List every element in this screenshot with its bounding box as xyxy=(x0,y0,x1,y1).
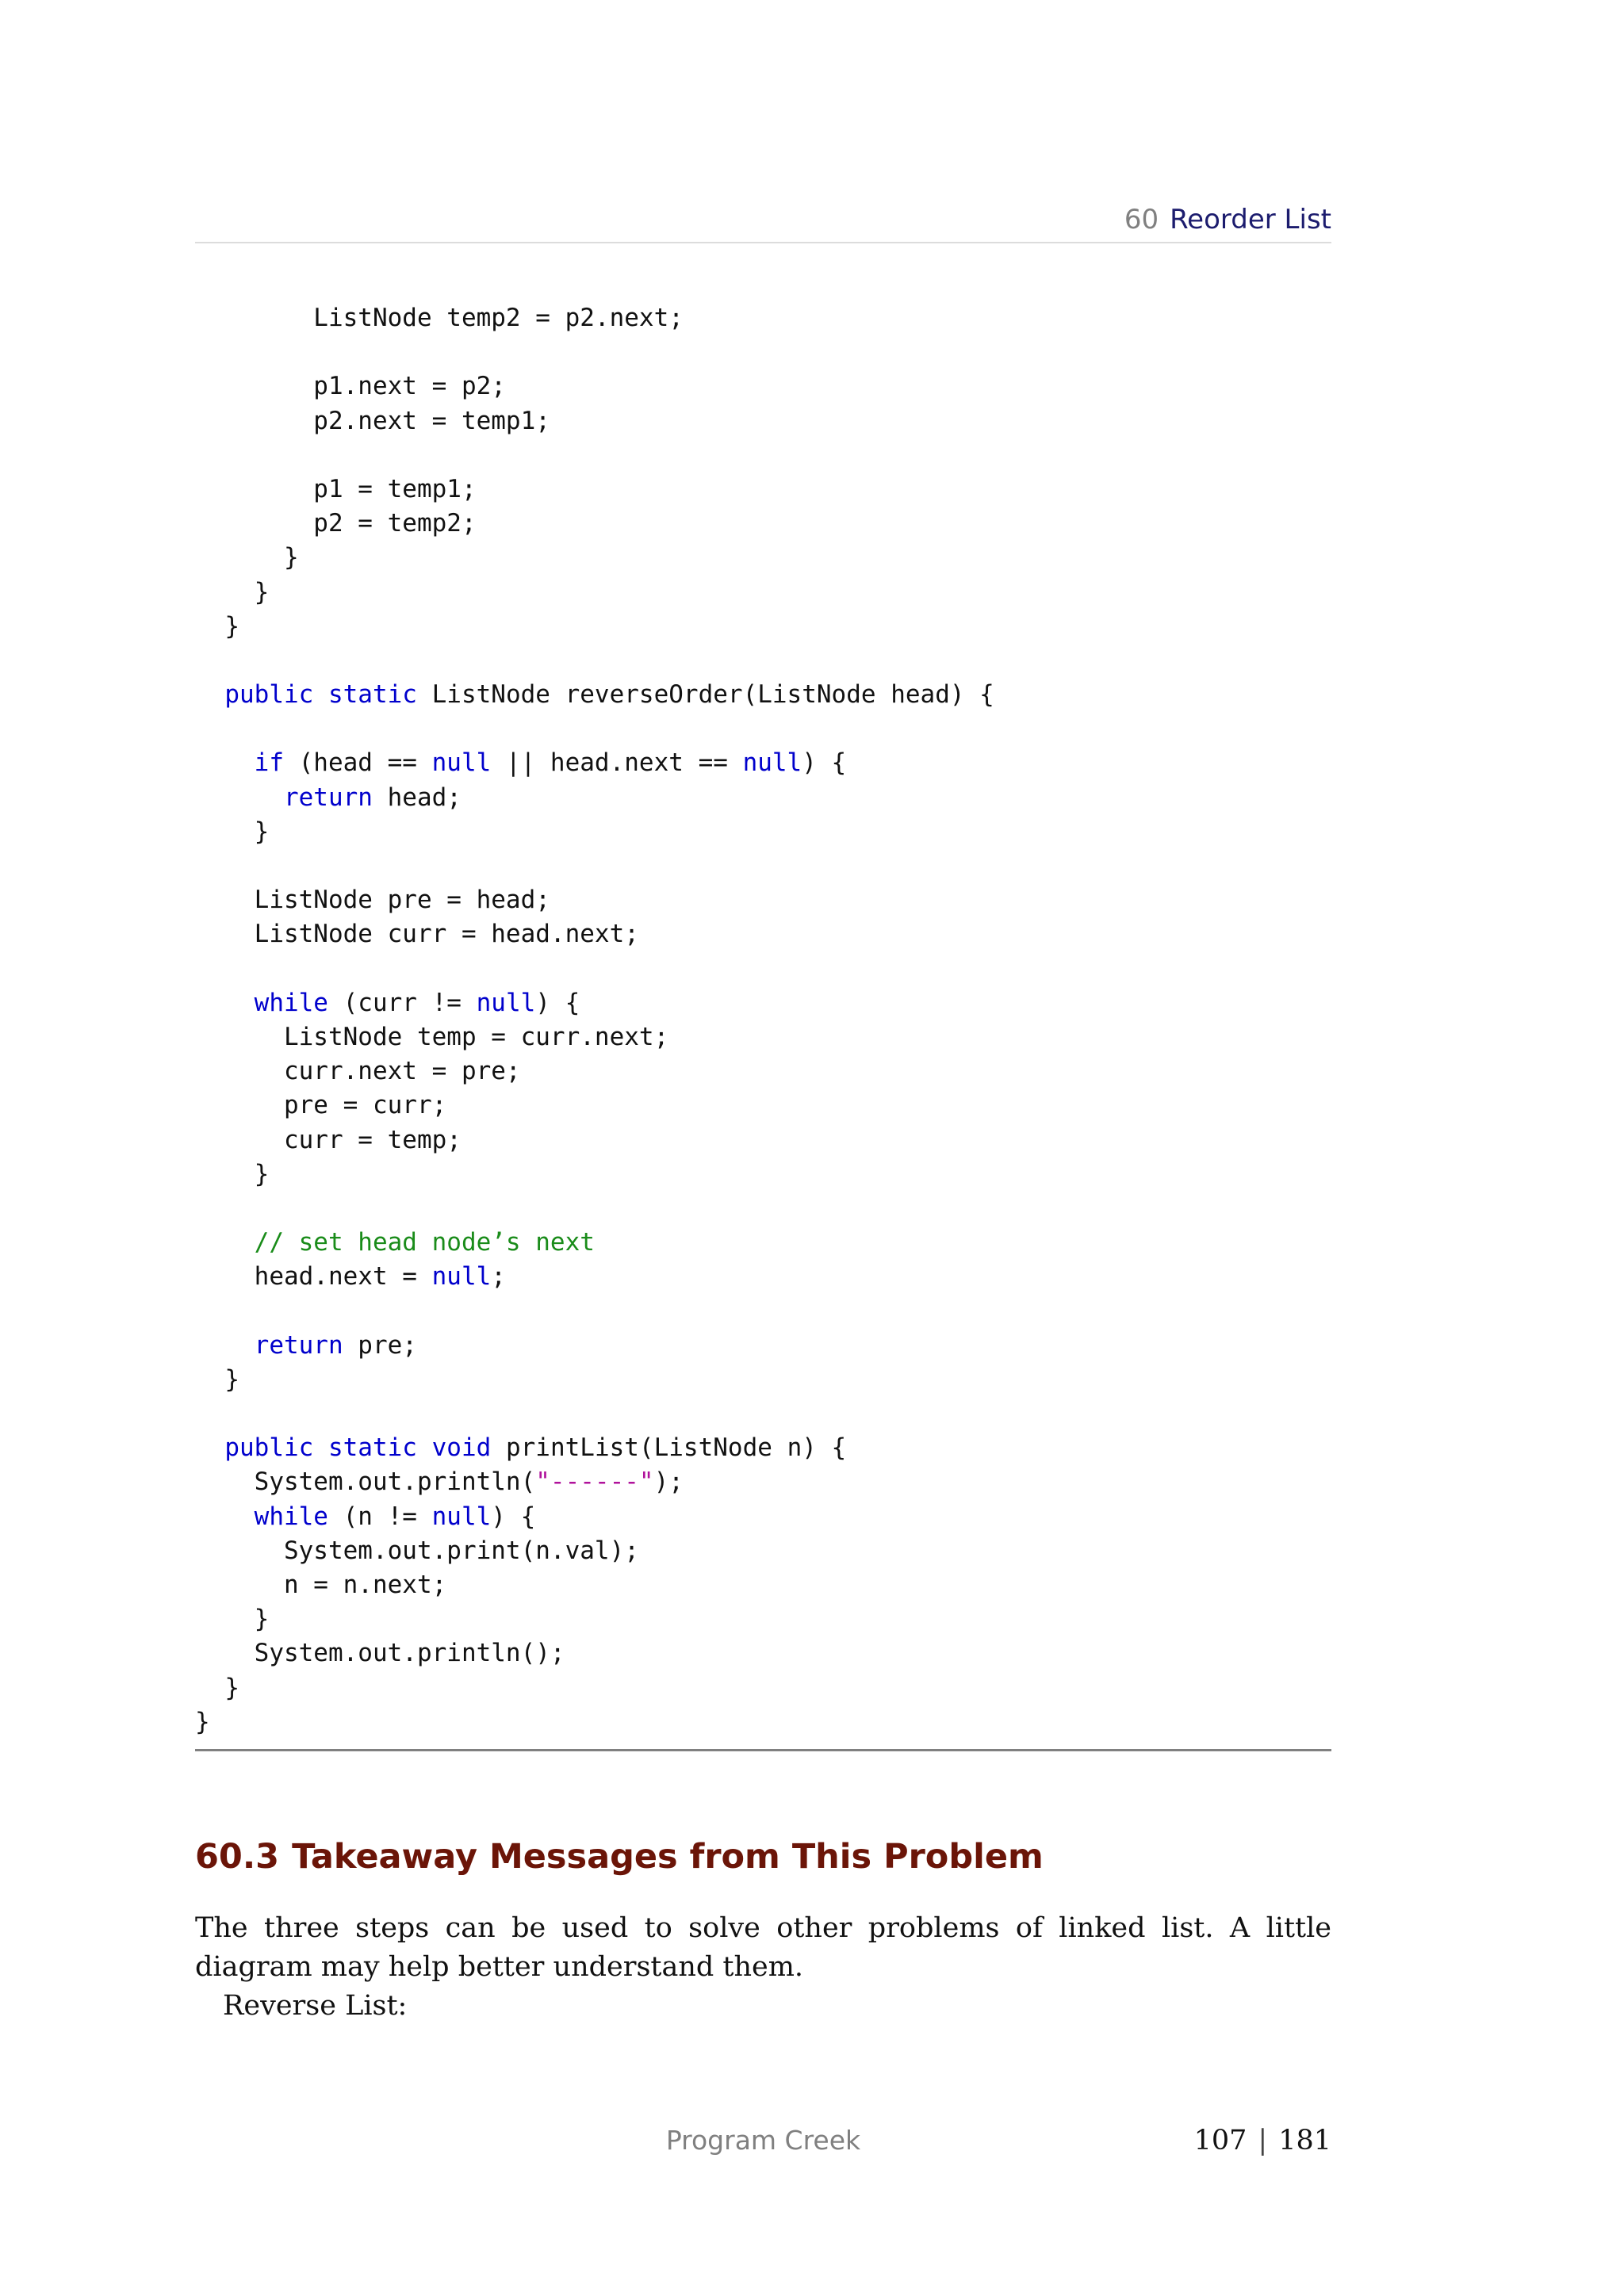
code-line xyxy=(195,1500,1331,1534)
code-line xyxy=(195,678,1331,712)
code-text: ListNode temp2 = p2.next; xyxy=(195,304,684,332)
code-keyword: null xyxy=(742,748,802,778)
code-line xyxy=(195,1534,1331,1568)
code-line xyxy=(195,576,1331,610)
code-line xyxy=(195,1602,1331,1636)
code-text: System.out.println( xyxy=(195,1468,536,1497)
code-text: n = n.next; xyxy=(195,1570,447,1599)
code-text xyxy=(313,680,328,709)
code-line xyxy=(195,404,1331,438)
code-keyword: while xyxy=(254,1502,328,1531)
code-text xyxy=(195,1433,224,1462)
code-text: head; xyxy=(372,783,462,812)
code-text: } xyxy=(195,1159,270,1188)
chapter-number: 60 xyxy=(1124,204,1159,235)
page-current: 107 xyxy=(1193,2125,1247,2156)
code-line xyxy=(195,815,1331,849)
code-line xyxy=(195,1705,1331,1739)
code-line xyxy=(195,473,1331,507)
code-text: curr.next = pre; xyxy=(195,1057,521,1086)
paragraph: The three steps can be used to solve other problems of linked list. A little diagram may help better understand them. xyxy=(195,1912,1331,1983)
code-line xyxy=(195,1123,1331,1158)
footer-publisher: Program Creek xyxy=(665,2125,861,2156)
code-line xyxy=(195,438,1331,473)
code-line xyxy=(195,1568,1331,1602)
code-text: ) { xyxy=(491,1502,536,1531)
code-text: } xyxy=(195,817,270,846)
code-line xyxy=(195,917,1331,951)
code-text: } xyxy=(195,1707,210,1736)
code-text: } xyxy=(195,543,299,572)
code-text xyxy=(417,1433,432,1462)
code-text: } xyxy=(195,1673,239,1702)
code-text: head.next = xyxy=(195,1262,432,1292)
code-text xyxy=(195,1502,255,1531)
code-line xyxy=(195,1671,1331,1705)
code-text xyxy=(195,680,224,709)
code-text: ; xyxy=(491,1262,506,1292)
code-text: (n != xyxy=(327,1502,432,1531)
code-keyword: null xyxy=(476,988,536,1017)
code-keyword: void xyxy=(431,1433,492,1463)
code-line xyxy=(195,1158,1331,1192)
code-keyword: if xyxy=(254,748,284,778)
code-text: ); xyxy=(653,1468,684,1497)
code-line xyxy=(195,1397,1331,1431)
code-text xyxy=(195,1228,255,1257)
paragraph-reverse-list: Reverse List: xyxy=(223,1990,408,2022)
code-line xyxy=(195,1431,1331,1465)
code-line xyxy=(195,1020,1331,1054)
body-text xyxy=(195,1909,1331,2026)
code-keyword: null xyxy=(431,748,492,778)
section-heading xyxy=(195,1833,1331,1881)
code-line xyxy=(195,369,1331,404)
code-keyword: static xyxy=(327,1433,417,1463)
footer-page-number xyxy=(1194,2122,1331,2160)
code-text xyxy=(195,748,255,777)
code-text: } xyxy=(195,611,239,641)
page-separator: | xyxy=(1258,2125,1268,2156)
code-text: || head.next == xyxy=(491,748,743,778)
code-line xyxy=(195,1329,1331,1363)
code-line xyxy=(195,952,1331,986)
code-line xyxy=(195,1260,1331,1294)
code-text: (head == xyxy=(283,748,432,778)
code-text: System.out.println(); xyxy=(195,1639,565,1668)
code-text: ) { xyxy=(535,988,580,1017)
code-text: p2 = temp2; xyxy=(195,509,477,538)
chapter-title: Reorder List xyxy=(1170,204,1331,235)
page-total: 181 xyxy=(1278,2125,1331,2156)
code-listing xyxy=(195,301,1331,1739)
code-text: ) { xyxy=(802,748,847,778)
code-text: } xyxy=(195,1364,239,1394)
code-text: ListNode curr = head.next; xyxy=(195,920,639,949)
code-line xyxy=(195,883,1331,917)
code-keyword: public xyxy=(224,680,314,710)
code-line xyxy=(195,1054,1331,1089)
code-text: ListNode temp = curr.next; xyxy=(195,1022,669,1051)
code-line xyxy=(195,1465,1331,1499)
code-text: } xyxy=(195,1605,270,1634)
code-text: } xyxy=(195,577,270,607)
code-line xyxy=(195,1636,1331,1670)
code-text xyxy=(195,783,284,812)
code-text: printList(ListNode n) { xyxy=(491,1433,847,1463)
code-line xyxy=(195,507,1331,541)
code-line xyxy=(195,1192,1331,1226)
code-line xyxy=(195,301,1331,335)
code-text: pre = curr; xyxy=(195,1091,447,1120)
code-text: ListNode pre = head; xyxy=(195,886,550,915)
code-text: System.out.print(n.val); xyxy=(195,1536,639,1565)
code-line xyxy=(195,1294,1331,1328)
code-text: ListNode reverseOrder(ListNode head) { xyxy=(416,680,994,710)
code-line xyxy=(195,746,1331,780)
section-title: Takeaway Messages from This Problem xyxy=(292,1837,1044,1877)
code-keyword: null xyxy=(431,1502,492,1531)
section-number: 60.3 xyxy=(195,1837,280,1877)
code-text xyxy=(195,989,255,1017)
code-comment: // set head node’s next xyxy=(254,1228,595,1257)
code-text: p1.next = p2; xyxy=(195,372,506,401)
code-line xyxy=(195,781,1331,815)
code-listing-bottom-rule xyxy=(195,1749,1331,1751)
code-keyword: null xyxy=(431,1262,492,1292)
code-line xyxy=(195,610,1331,644)
code-line xyxy=(195,541,1331,575)
header-divider xyxy=(195,242,1331,243)
code-line xyxy=(195,1226,1331,1260)
code-line xyxy=(195,1363,1331,1397)
code-text xyxy=(313,1433,328,1462)
code-keyword: return xyxy=(283,783,373,812)
code-text: p2.next = temp1; xyxy=(195,406,550,435)
code-string: "------" xyxy=(535,1468,654,1497)
code-text: pre; xyxy=(343,1330,417,1360)
code-line xyxy=(195,712,1331,746)
code-keyword: return xyxy=(254,1330,343,1360)
code-line xyxy=(195,644,1331,678)
code-text: (curr != xyxy=(327,988,477,1017)
code-text xyxy=(195,1331,255,1360)
code-keyword: while xyxy=(254,988,328,1017)
code-keyword: static xyxy=(327,680,417,710)
code-text: p1 = temp1; xyxy=(195,474,477,503)
code-line xyxy=(195,849,1331,883)
running-header xyxy=(195,200,1331,239)
code-line xyxy=(195,335,1331,369)
code-line xyxy=(195,1089,1331,1123)
code-text: curr = temp; xyxy=(195,1125,462,1154)
code-line xyxy=(195,986,1331,1020)
code-keyword: public xyxy=(224,1433,314,1463)
